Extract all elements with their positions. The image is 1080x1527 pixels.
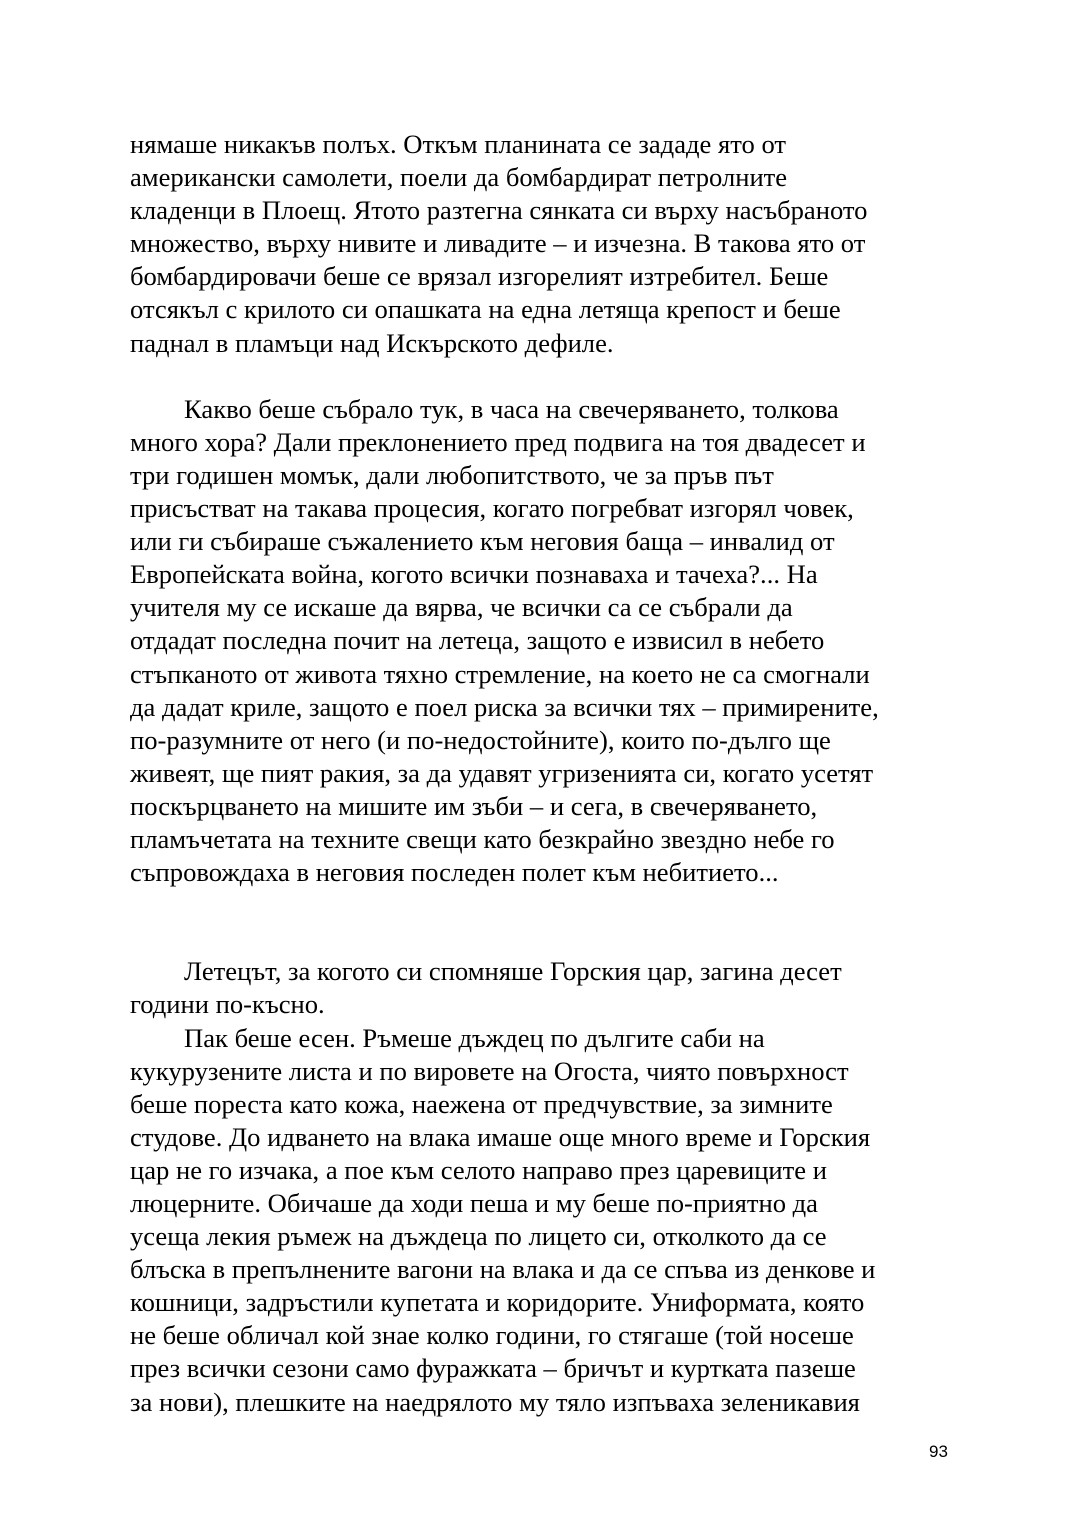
text-line: беше пореста като кожа, наежена от предчувствие, за зимните xyxy=(130,1088,833,1119)
text-line: съпровождаха в неговия последен полет към небитието... xyxy=(130,857,779,888)
text-line: кошници, задръстили купетата и коридорите. Униформата, която xyxy=(130,1287,865,1318)
text-line: Какво беше събрало тук, в часа на свечеряването, толкова xyxy=(184,393,839,424)
text-line xyxy=(130,889,960,922)
text-line: за нови), плешките на наедрялото му тяло изпъваха зеленикавия xyxy=(130,1386,860,1417)
paragraph-4 xyxy=(130,1022,960,1419)
text-line: кукурузените листа и по вировете на Огоста, чиято повърхност xyxy=(130,1055,849,1086)
text-line: люцерните. Обичаше да ходи пеша и му беше по-приятно да xyxy=(130,1188,818,1218)
text-line: кладенци в Плоещ. Ятото разтегна сянката си върху насъбраното xyxy=(130,195,868,226)
text-line: много хора? Дали преклонението пред подвига на тоя двадесет и xyxy=(130,426,866,457)
text-line: отсякъл с крилото си опашката на една летяща крепост и беше xyxy=(130,294,841,325)
text-line: Летецът, за когото си спомняше Горския цар, загина десет xyxy=(184,956,842,987)
text-line: множество, върху нивите и ливадите – и изчезна. В такова ято от xyxy=(130,228,866,259)
text-line: бомбардировачи беше се врязал изгорелият изтребител. Беше xyxy=(130,261,829,292)
text-line: години по-късно. xyxy=(130,989,325,1020)
text-line: три годишен момък, дали любопитството, че за пръв път xyxy=(130,459,774,490)
paragraph-gap xyxy=(130,922,960,955)
text-line: не беше обличал кой знае колко години, го стягаше (той носеше xyxy=(130,1320,854,1351)
text-line: Пак беше есен. Ръмеше дъждец по дългите саби на xyxy=(184,1022,765,1053)
text-line: американски самолети, поели да бомбардират петролните xyxy=(130,162,788,193)
text-line: отдадат последна почит на летеца, защото е извисил в небето xyxy=(130,625,825,656)
paragraph-1 xyxy=(130,128,960,360)
paragraph-gap xyxy=(130,360,960,393)
text-line: студове. До идването на влака имаше още много време и Горския xyxy=(130,1121,871,1152)
text-line: по-разумните от него (и по-недостойните), които по-дълго ще xyxy=(130,724,831,755)
text-line: цар не го изчака, а пое към селото направо през царевиците и xyxy=(130,1154,827,1185)
page-number: 93 xyxy=(929,1442,948,1461)
text-line: Европейската война, когото всички познаваха и тачеха?... На xyxy=(130,559,818,590)
text-line: присъстват на такава процесия, когато погребват изгорял човек, xyxy=(130,493,854,524)
body-text xyxy=(130,128,960,1419)
text-line: през всички сезони само фуражката – бричът и куртката пазеше xyxy=(130,1353,856,1384)
text-line: усеща лекия ръмеж на дъждеца по лицето си, отколкото да се xyxy=(130,1221,827,1252)
text-line: поскърцването на мишите им зъби – и сега, в свечеряването, xyxy=(130,790,818,821)
text-line: паднал в пламъци над Искърското дефиле. xyxy=(130,327,614,358)
text-line: живеят, ще пият ракия, за да удавят угризенията си, когато усетят xyxy=(130,757,874,788)
paragraph-3 xyxy=(130,955,960,1021)
text-line: да дадат криле, защото е поел риска за всички тях – примирените, xyxy=(130,691,879,722)
text-line: стъпканото от живота тяхно стремление, на което не са смогнали xyxy=(130,658,870,689)
text-line: пламъчетата на техните свещи като безкрайно звездно небе го xyxy=(130,823,835,854)
text-line: блъска в препълнените вагони на влака и да се спъва из денкове и xyxy=(130,1254,876,1285)
text-line: нямаше никакъв полъх. Откъм планината се зададе ято от xyxy=(130,129,787,159)
paragraph-2 xyxy=(130,393,960,923)
text-line: учителя му се искаше да вярва, че всички са се събрали да xyxy=(130,592,793,623)
text-line: или ги събираше съжалението към неговия баща – инвалид от xyxy=(130,526,835,557)
